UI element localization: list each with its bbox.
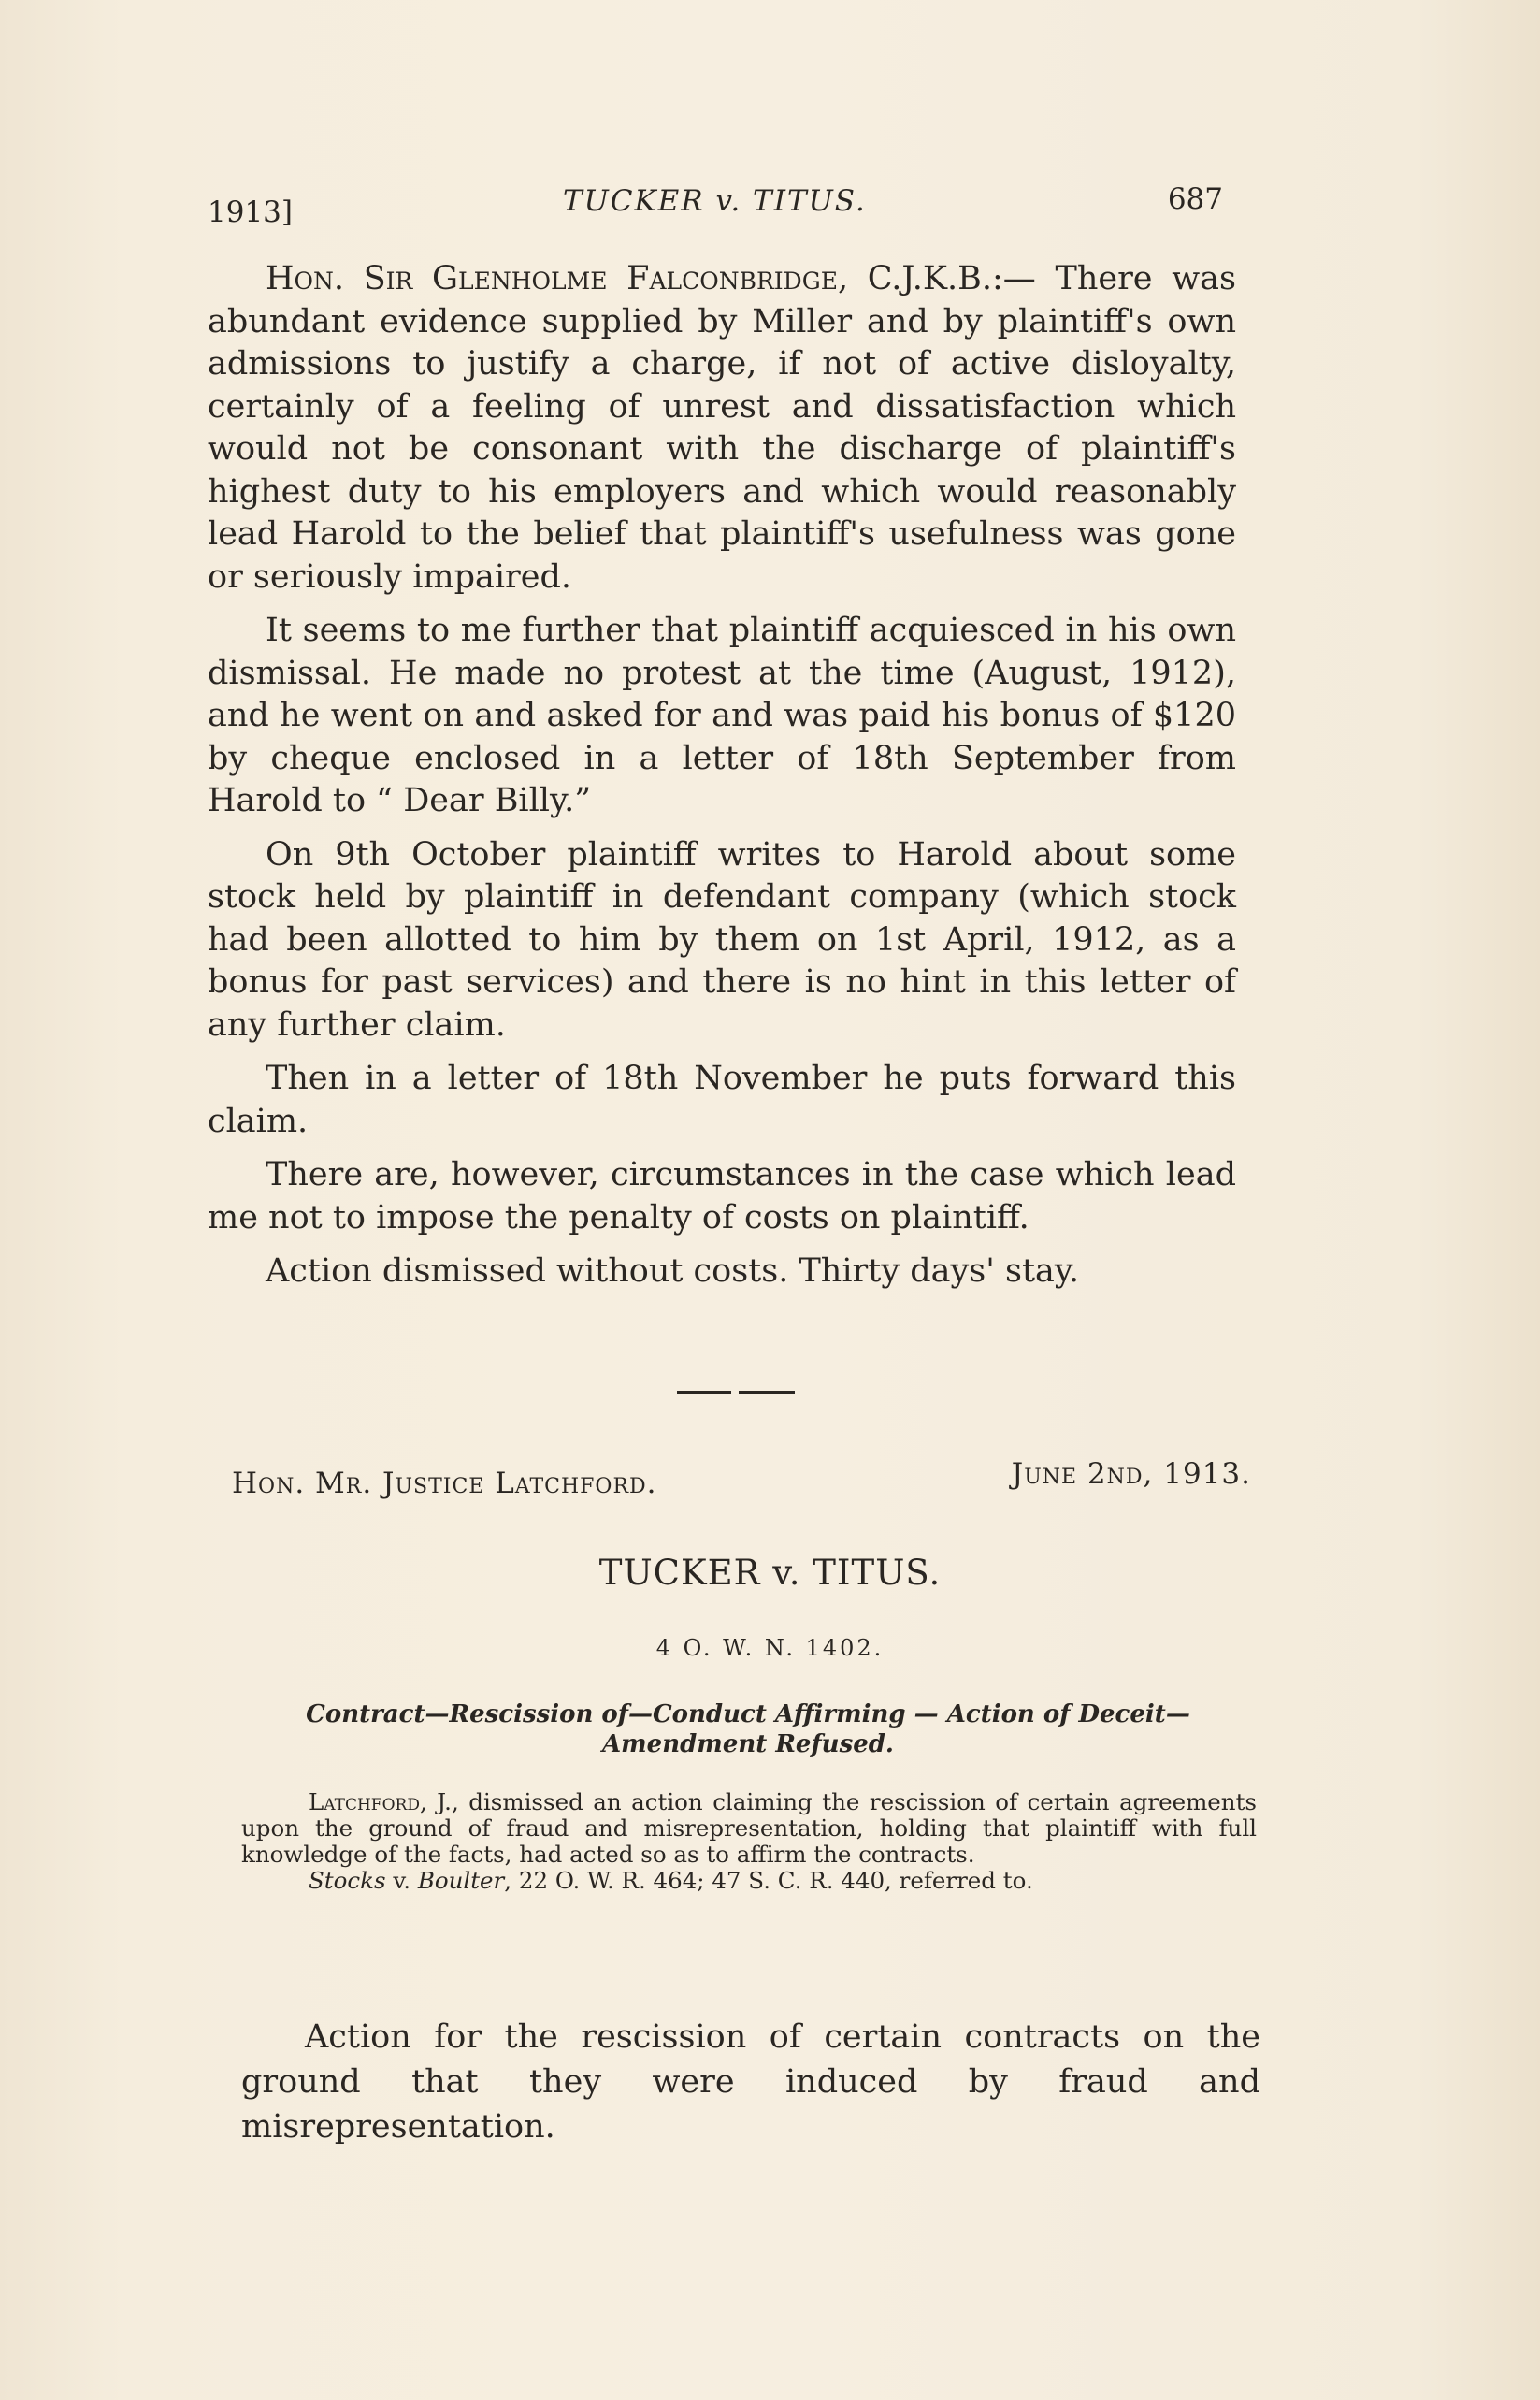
headnote [241, 1789, 1257, 1894]
running-head-year: 1913] [208, 195, 293, 229]
judgment-text [208, 258, 1236, 1305]
judge-name-suffix: :— [991, 260, 1036, 297]
page-number: 687 [1167, 182, 1223, 216]
judge-name: Hon. Sir Glenholme Falconbridge, C.J.K.B. [266, 260, 992, 297]
headnote-text: , dismissed an action claiming the rescission of certain agreements upon the ground of fraud and misrepresentation, holding that plaintiff with full knowledge of the facts, had acted so as to affirm the contracts. [241, 1788, 1258, 1868]
cited-case-party-1: Stocks [309, 1867, 386, 1894]
running-head [208, 182, 1232, 229]
running-head-title: TUCKER v. TITUS. [563, 184, 867, 218]
judgment-paragraph-3: On 9th October plaintiff writes to Harold about some stock held by plaintiff in defendant company (which stock had been allotted to him by them on 1st April, 1912, as a bonus for past services) and there is no hint in this letter of any further claim. [208, 835, 1236, 1044]
catchwords-line-2: Amendment Refused. [602, 1730, 894, 1758]
case-citation: 4 O. W. N. 1402. [655, 1635, 885, 1661]
headnote-citation [241, 1868, 1257, 1894]
judgment-paragraph-6: Action dismissed without costs. Thirty days' stay. [266, 1252, 1080, 1290]
headnote-summary [241, 1789, 1257, 1868]
presiding-judge: Hon. Mr. Justice Latchford. [232, 1467, 657, 1500]
judgment-paragraph-2: It seems to me further that plaintiff acquiesced in his own dismissal. He made no protest at the time (August, 1912), and he went on and asked for and was paid his bonus of $120 by cheque enclosed in a letter of 18th September from Harold to “ Dear Billy.” [208, 612, 1236, 819]
section-divider [677, 1391, 795, 1394]
judgment-paragraph-1 [208, 258, 1236, 599]
judgment-date: June 2nd, 1913. [1011, 1457, 1251, 1491]
catchwords-line-1: Contract—Rescission of—Conduct Affirming — Action of Deceit— [306, 1700, 1190, 1728]
cited-case-v: v. [385, 1867, 418, 1894]
cited-case-party-2: Boulter [417, 1867, 505, 1894]
judgment-paragraph-5: There are, however, circumstances in the case which lead me not to impose the penalty of costs on plaintiff. [208, 1156, 1236, 1236]
cited-case-reference: , 22 O. W. R. 464; 47 S. C. R. 440, referred to. [504, 1867, 1033, 1894]
judgment-paragraph-4: Then in a letter of 18th November he puts forward this claim. [208, 1060, 1236, 1140]
opening-paragraph: Action for the rescission of certain contracts on the ground that they were induced by fraud and misrepresentation. [241, 2018, 1260, 2146]
paragraph-text: There was abundant evidence supplied by Miller and by plaintiff's own admissions to justify a charge, if not of active disloyalty, certainly of a feeling of unrest and dissatisfaction which would not be consonant with the discharge of plaintiff's highest duty to his employers and which would reasonably lead Harold to the belief that plaintiff's usefulness was gone or seriously impaired. [208, 260, 1236, 596]
case-opening [241, 2015, 1260, 2149]
catchwords [238, 1699, 1258, 1759]
headnote-judge: Latchford, J. [309, 1788, 452, 1815]
case-title: TUCKER v. TITUS. [598, 1553, 942, 1593]
